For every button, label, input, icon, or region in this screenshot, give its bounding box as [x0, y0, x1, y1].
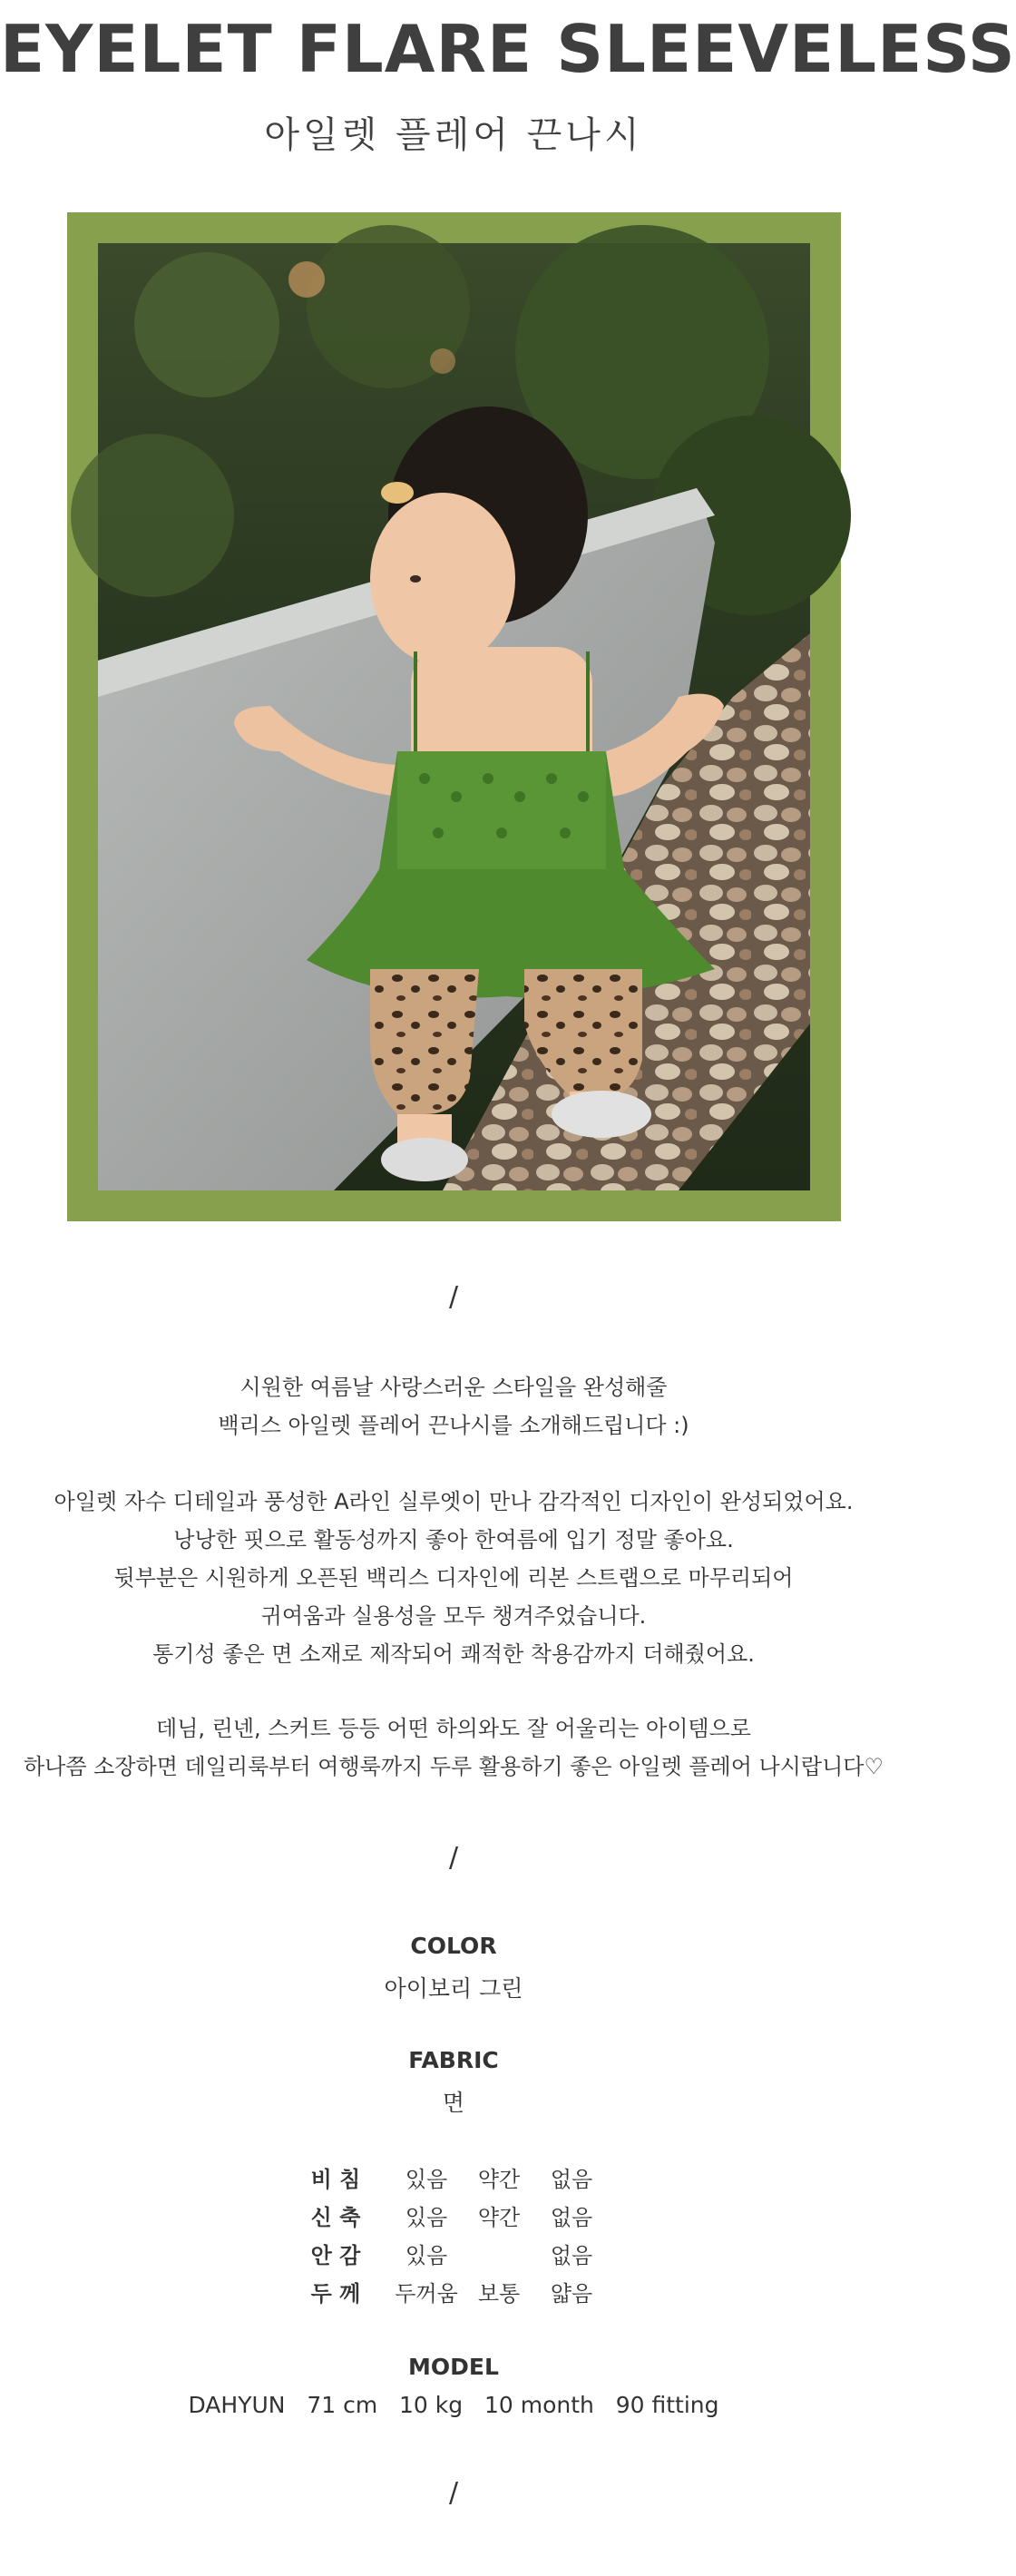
- intro-text: [0, 1368, 907, 1445]
- spec-option: 얇음: [550, 2281, 593, 2307]
- spec-option: 있음: [405, 2167, 448, 2192]
- spec-option-selected: 없음: [531, 2161, 612, 2193]
- intro-line: 백리스 아일렛 플레어 끈나시를 소개해드립니다 :): [218, 1413, 689, 1438]
- photo-frame: [67, 212, 841, 1221]
- spec-option: 약간: [477, 2167, 521, 2192]
- spec-name: 신 축: [310, 2205, 361, 2230]
- body-line: 귀여움과 실용성을 모두 챙겨주었습니다.: [260, 1603, 647, 1629]
- body-line: 뒷부분은 시원하게 오픈된 백리스 디자인에 리본 스트랩으로 마무리되어: [113, 1565, 794, 1591]
- section-divider-3: /: [448, 2477, 459, 2509]
- spec-option: 두꺼움: [395, 2281, 458, 2307]
- spec-option: 약간: [477, 2205, 521, 2230]
- spec-row-thickness: [0, 2276, 907, 2312]
- spec-option-selected: 없음: [531, 2199, 612, 2231]
- spec-option-selected: 없음: [531, 2238, 612, 2269]
- spec-row-lining: [0, 2238, 907, 2274]
- spec-option: 있음: [405, 2205, 448, 2230]
- body-line: 통기성 좋은 면 소재로 제작되어 쾌적한 착용감까지 더해줬어요.: [152, 1641, 755, 1667]
- body-text: [0, 1483, 907, 1673]
- spec-name: 두 께: [310, 2281, 361, 2307]
- spec-name: 안 감: [310, 2243, 361, 2268]
- intro-line: 시원한 여름날 사랑스러운 스타일을 완성해줄: [239, 1375, 668, 1400]
- body-line: 아일렛 자수 디테일과 풍성한 A라인 실루엣이 만나 감각적인 디자인이 완성되었어요.: [54, 1489, 854, 1514]
- fabric-value: 면: [442, 2090, 465, 2116]
- spec-row-stretch: [0, 2199, 907, 2236]
- section-divider-1: /: [448, 1281, 459, 1313]
- product-subtitle: 아일렛 플레어 끈나시: [264, 114, 643, 156]
- fabric-label: FABRIC: [408, 2047, 499, 2073]
- spec-option-selected: 보통: [458, 2276, 540, 2307]
- model-value: DAHYUN 71 cm 10 kg 10 month 90 fitting: [188, 2392, 719, 2418]
- color-value: 아이보리 그린: [384, 1975, 523, 2002]
- outro-line: 데님, 린넨, 스커트 등등 어떤 하의와도 잘 어울리는 아이템으로: [156, 1716, 751, 1741]
- model-label: MODEL: [408, 2354, 499, 2380]
- spec-row-sheerness: [0, 2161, 907, 2198]
- section-divider-2: /: [448, 1842, 459, 1874]
- body-line: 낭낭한 핏으로 활동성까지 좋아 한여름에 입기 정말 좋아요.: [173, 1527, 734, 1552]
- color-label: COLOR: [410, 1933, 497, 1959]
- product-photo: [98, 243, 810, 1190]
- product-title: EYELET FLARE SLEEVELESS: [0, 11, 1016, 87]
- spec-option: 있음: [405, 2243, 448, 2268]
- outro-text: [0, 1709, 907, 1786]
- outro-line: 하나쯤 소장하면 데일리룩부터 여행룩까지 두루 활용하기 좋은 아일렛 플레어 나시랍니다♡: [24, 1754, 884, 1779]
- spec-name: 비 침: [310, 2167, 361, 2192]
